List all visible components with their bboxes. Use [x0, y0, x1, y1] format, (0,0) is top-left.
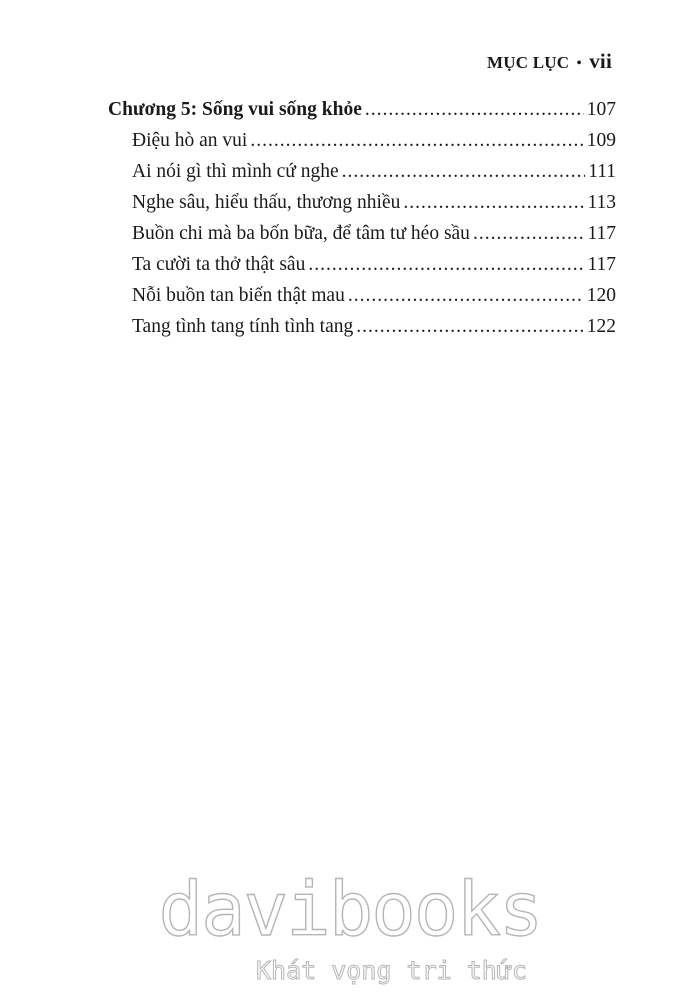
- toc-leader-dots: [403, 187, 584, 218]
- toc-entry: [108, 156, 616, 187]
- toc-entry-title: Tang tình tang tính tình tang: [132, 316, 354, 337]
- toc-leader-dots: [348, 280, 584, 311]
- toc-leader-dots: [250, 125, 583, 156]
- section-title: MỤC LỤC: [487, 53, 570, 72]
- toc-chapter-page: 107: [586, 99, 616, 120]
- toc-entry-title: Ta cười ta thở thật sâu: [132, 254, 306, 275]
- toc-leader-dots: [365, 94, 584, 125]
- table-of-contents: [108, 94, 616, 342]
- toc-entry-title: Ai nói gì thì mình cứ nghe: [132, 161, 339, 182]
- toc-entry-page: 117: [587, 254, 616, 275]
- toc-entry-page: 113: [587, 192, 616, 213]
- toc-entry: [108, 249, 616, 280]
- toc-entry-page: 120: [586, 285, 616, 306]
- toc-entry-page: 109: [586, 130, 616, 151]
- toc-entry: [108, 187, 616, 218]
- toc-entry: [108, 218, 616, 249]
- toc-entry-title: Nghe sâu, hiểu thấu, thương nhiều: [132, 192, 401, 213]
- toc-entry: [108, 125, 616, 156]
- watermark-tagline: Khát vọng tri thức: [256, 956, 527, 985]
- toc-entry-page: 122: [586, 316, 616, 337]
- page-header: [487, 49, 612, 74]
- toc-chapter-title: Chương 5: Sống vui sống khỏe: [108, 99, 362, 120]
- toc-leader-dots: [473, 218, 585, 249]
- toc-leader-dots: [308, 249, 584, 280]
- toc-chapter-row: [108, 94, 616, 125]
- toc-entry: [108, 280, 616, 311]
- toc-entry-title: Buồn chi mà ba bốn bữa, để tâm tư héo sầu: [132, 223, 470, 244]
- toc-entry-title: Nỗi buồn tan biến thật mau: [132, 285, 345, 306]
- watermark-logo: davibooks: [158, 867, 542, 953]
- toc-leader-dots: [342, 156, 586, 187]
- toc-entry-page: 111: [588, 161, 616, 182]
- toc-entry: [108, 311, 616, 342]
- header-separator: •: [576, 56, 582, 71]
- toc-leader-dots: [356, 311, 584, 342]
- page-number: vii: [589, 49, 612, 73]
- toc-entry-page: 117: [587, 223, 616, 244]
- toc-entry-title: Điệu hò an vui: [132, 130, 248, 151]
